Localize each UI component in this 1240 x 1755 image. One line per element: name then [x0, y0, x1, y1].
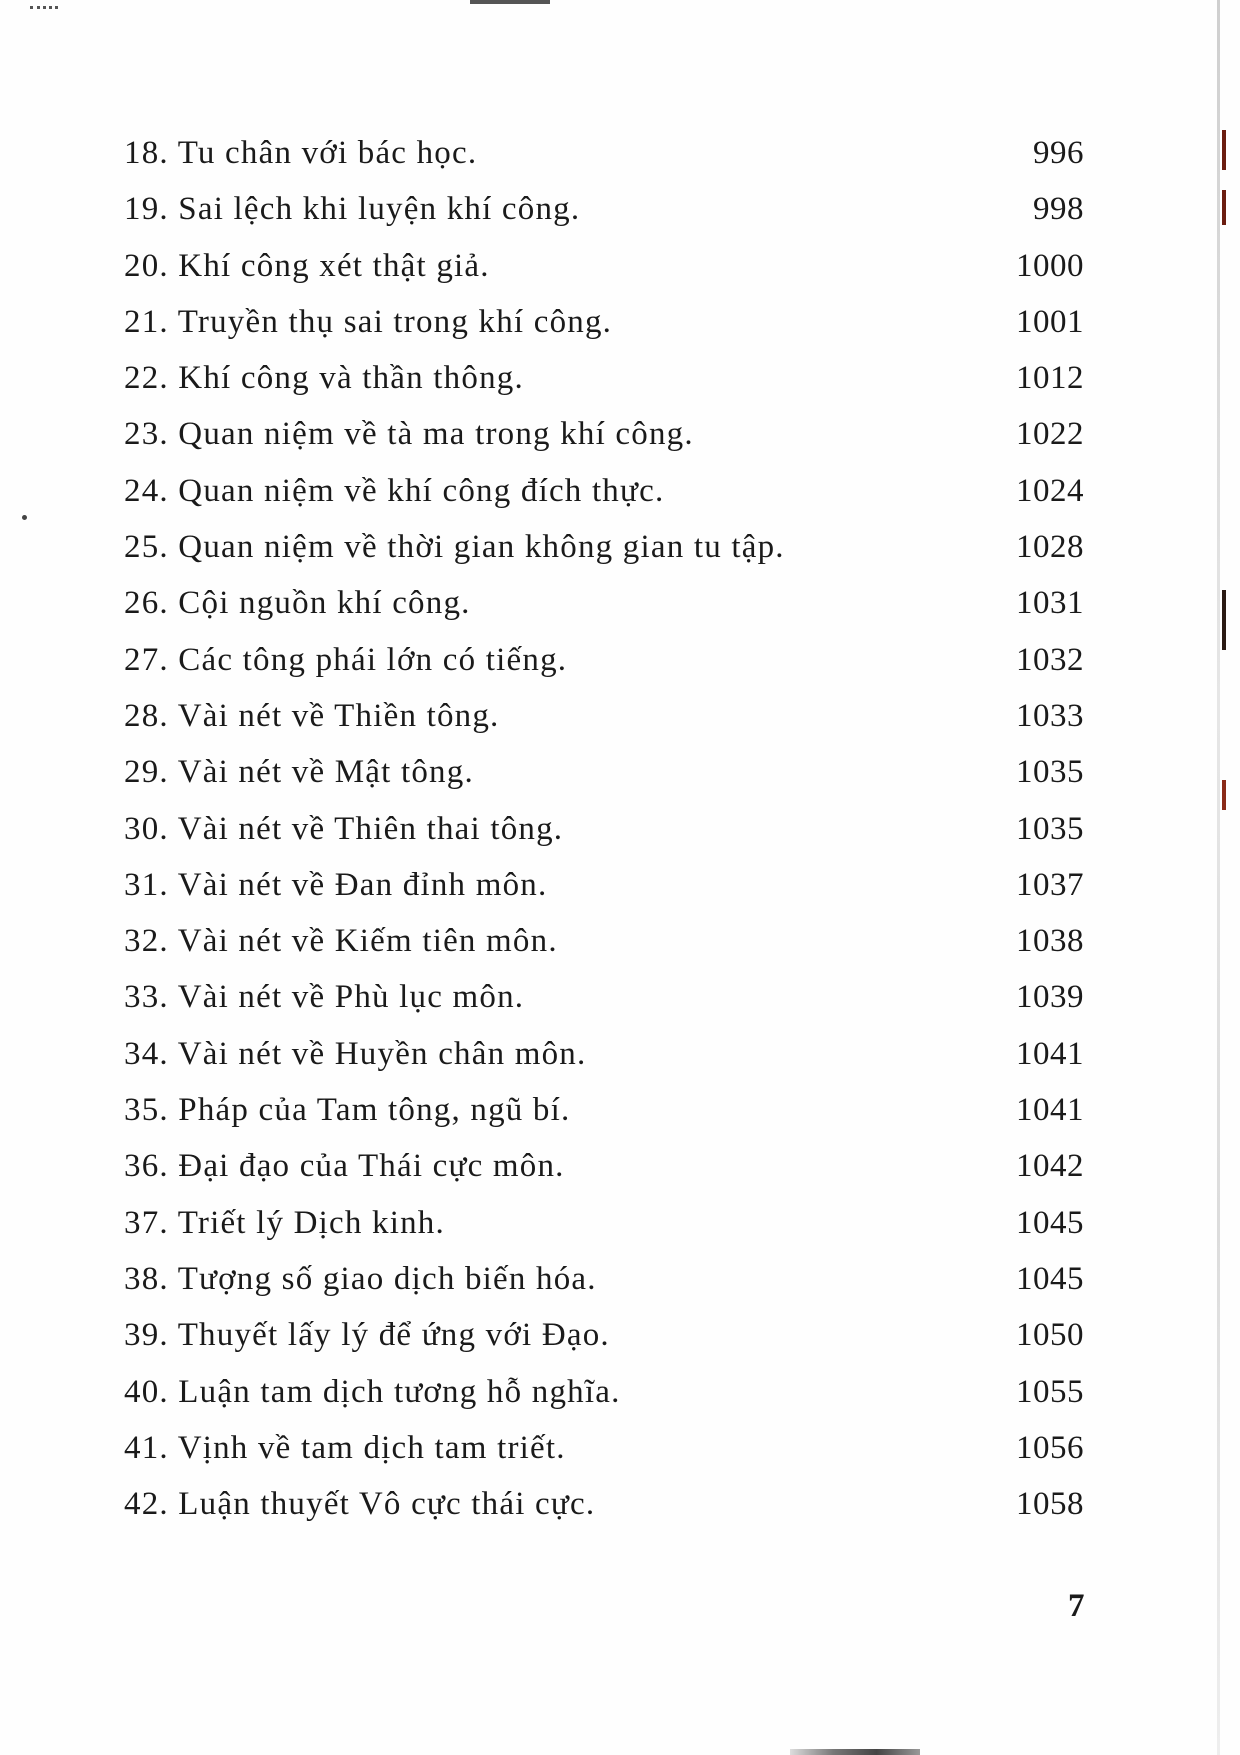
toc-entry-title: 23. Quan niệm về tà ma trong khí công. — [124, 416, 694, 453]
toc-entry — [124, 1374, 1084, 1430]
scan-artifact-top-bar — [470, 0, 550, 4]
toc-entry-page: 998 — [1033, 191, 1084, 228]
toc-entry — [124, 1430, 1084, 1486]
toc-entry-title: 26. Cội nguồn khí công. — [124, 585, 471, 622]
toc-entry-title: 36. Đại đạo của Thái cực môn. — [124, 1148, 565, 1185]
toc-entry-page: 1050 — [1016, 1317, 1084, 1354]
scan-artifact-dots — [30, 6, 58, 12]
toc-entry-title: 28. Vài nét về Thiền tông. — [124, 697, 500, 734]
toc-entry-page: 1039 — [1016, 979, 1084, 1016]
toc-entry-title: 20. Khí công xét thật giả. — [124, 247, 490, 284]
toc-entry — [124, 1205, 1084, 1261]
toc-entry-page: 1001 — [1016, 303, 1084, 340]
toc-entry-page: 1031 — [1016, 585, 1084, 622]
toc-entry-page: 1041 — [1016, 1092, 1084, 1129]
toc-entry-page: 1012 — [1016, 360, 1084, 397]
toc-entry — [124, 191, 1084, 247]
toc-entry-title: 33. Vài nét về Phù lục môn. — [124, 979, 525, 1016]
toc-entry — [124, 1148, 1084, 1204]
toc-entry-title: 32. Vài nét về Kiếm tiên môn. — [124, 923, 558, 960]
toc-entry — [124, 698, 1084, 754]
page-number: 7 — [1068, 1588, 1085, 1624]
toc-entry — [124, 473, 1084, 529]
toc-entry-title: 42. Luận thuyết Vô cực thái cực. — [124, 1486, 596, 1523]
toc-entry — [124, 642, 1084, 698]
table-of-contents — [124, 135, 1084, 1542]
toc-entry-page: 1035 — [1016, 810, 1084, 847]
page-edge-shadow — [1217, 0, 1220, 1755]
toc-entry-page: 1045 — [1016, 1260, 1084, 1297]
toc-entry-page: 1056 — [1016, 1429, 1084, 1466]
toc-entry-page: 1041 — [1016, 1035, 1084, 1072]
toc-entry-title: 27. Các tông phái lớn có tiếng. — [124, 641, 568, 678]
toc-entry-title: 31. Vài nét về Đan đỉnh môn. — [124, 866, 548, 903]
toc-entry-title: 25. Quan niệm về thời gian không gian tu tập. — [124, 529, 785, 566]
toc-entry-title: 21. Truyền thụ sai trong khí công. — [124, 303, 613, 340]
scan-artifact-tick — [1222, 780, 1226, 810]
toc-entry-page: 1035 — [1016, 754, 1084, 791]
toc-entry-page: 1055 — [1016, 1373, 1084, 1410]
toc-entry — [124, 979, 1084, 1035]
toc-entry-page: 1042 — [1016, 1148, 1084, 1185]
scan-artifact-tick — [1222, 130, 1226, 170]
scan-artifact-tick — [1222, 590, 1226, 650]
toc-entry-page: 996 — [1033, 135, 1084, 171]
toc-entry-page: 1037 — [1016, 866, 1084, 903]
toc-entry — [124, 416, 1084, 472]
toc-entry — [124, 248, 1084, 304]
toc-entry-title: 24. Quan niệm về khí công đích thực. — [124, 472, 665, 509]
toc-entry — [124, 304, 1084, 360]
toc-entry-page: 1038 — [1016, 923, 1084, 960]
toc-entry-title: 38. Tượng số giao dịch biến hóa. — [124, 1260, 597, 1297]
toc-entry-title: 35. Pháp của Tam tông, ngũ bí. — [124, 1092, 571, 1129]
toc-entry-title: 19. Sai lệch khi luyện khí công. — [124, 191, 581, 228]
toc-entry-page: 1024 — [1016, 472, 1084, 509]
toc-entry — [124, 360, 1084, 416]
toc-entry-title: 34. Vài nét về Huyền chân môn. — [124, 1035, 587, 1072]
toc-entry-page: 1045 — [1016, 1204, 1084, 1241]
toc-entry-page: 1032 — [1016, 641, 1084, 678]
toc-entry-page: 1033 — [1016, 697, 1084, 734]
toc-entry — [124, 1486, 1084, 1542]
toc-entry-title: 29. Vài nét về Mật tông. — [124, 754, 474, 791]
toc-entry — [124, 754, 1084, 810]
toc-entry — [124, 1092, 1084, 1148]
scan-artifact-bottom-bar — [790, 1749, 920, 1755]
toc-entry-title: 22. Khí công và thần thông. — [124, 360, 524, 397]
toc-entry — [124, 1036, 1084, 1092]
toc-entry-title: 40. Luận tam dịch tương hỗ nghĩa. — [124, 1373, 621, 1410]
toc-entry-title: 39. Thuyết lấy lý để ứng với Đạo. — [124, 1317, 610, 1354]
toc-entry — [124, 923, 1084, 979]
toc-entry — [124, 1317, 1084, 1373]
toc-entry — [124, 135, 1084, 191]
toc-entry-title: 30. Vài nét về Thiên thai tông. — [124, 810, 564, 847]
toc-entry-page: 1000 — [1016, 247, 1084, 284]
toc-entry-title: 37. Triết lý Dịch kinh. — [124, 1204, 445, 1241]
toc-entry-title: 41. Vịnh về tam dịch tam triết. — [124, 1429, 566, 1466]
scan-artifact-tick — [1222, 190, 1226, 225]
scan-artifact-dot — [22, 515, 27, 520]
toc-entry — [124, 867, 1084, 923]
toc-entry-page: 1022 — [1016, 416, 1084, 453]
toc-entry-page: 1058 — [1016, 1486, 1084, 1523]
toc-entry — [124, 811, 1084, 867]
toc-entry-title: 18. Tu chân với bác học. — [124, 135, 478, 171]
toc-entry — [124, 585, 1084, 641]
toc-entry-page: 1028 — [1016, 529, 1084, 566]
toc-entry — [124, 529, 1084, 585]
toc-entry — [124, 1261, 1084, 1317]
